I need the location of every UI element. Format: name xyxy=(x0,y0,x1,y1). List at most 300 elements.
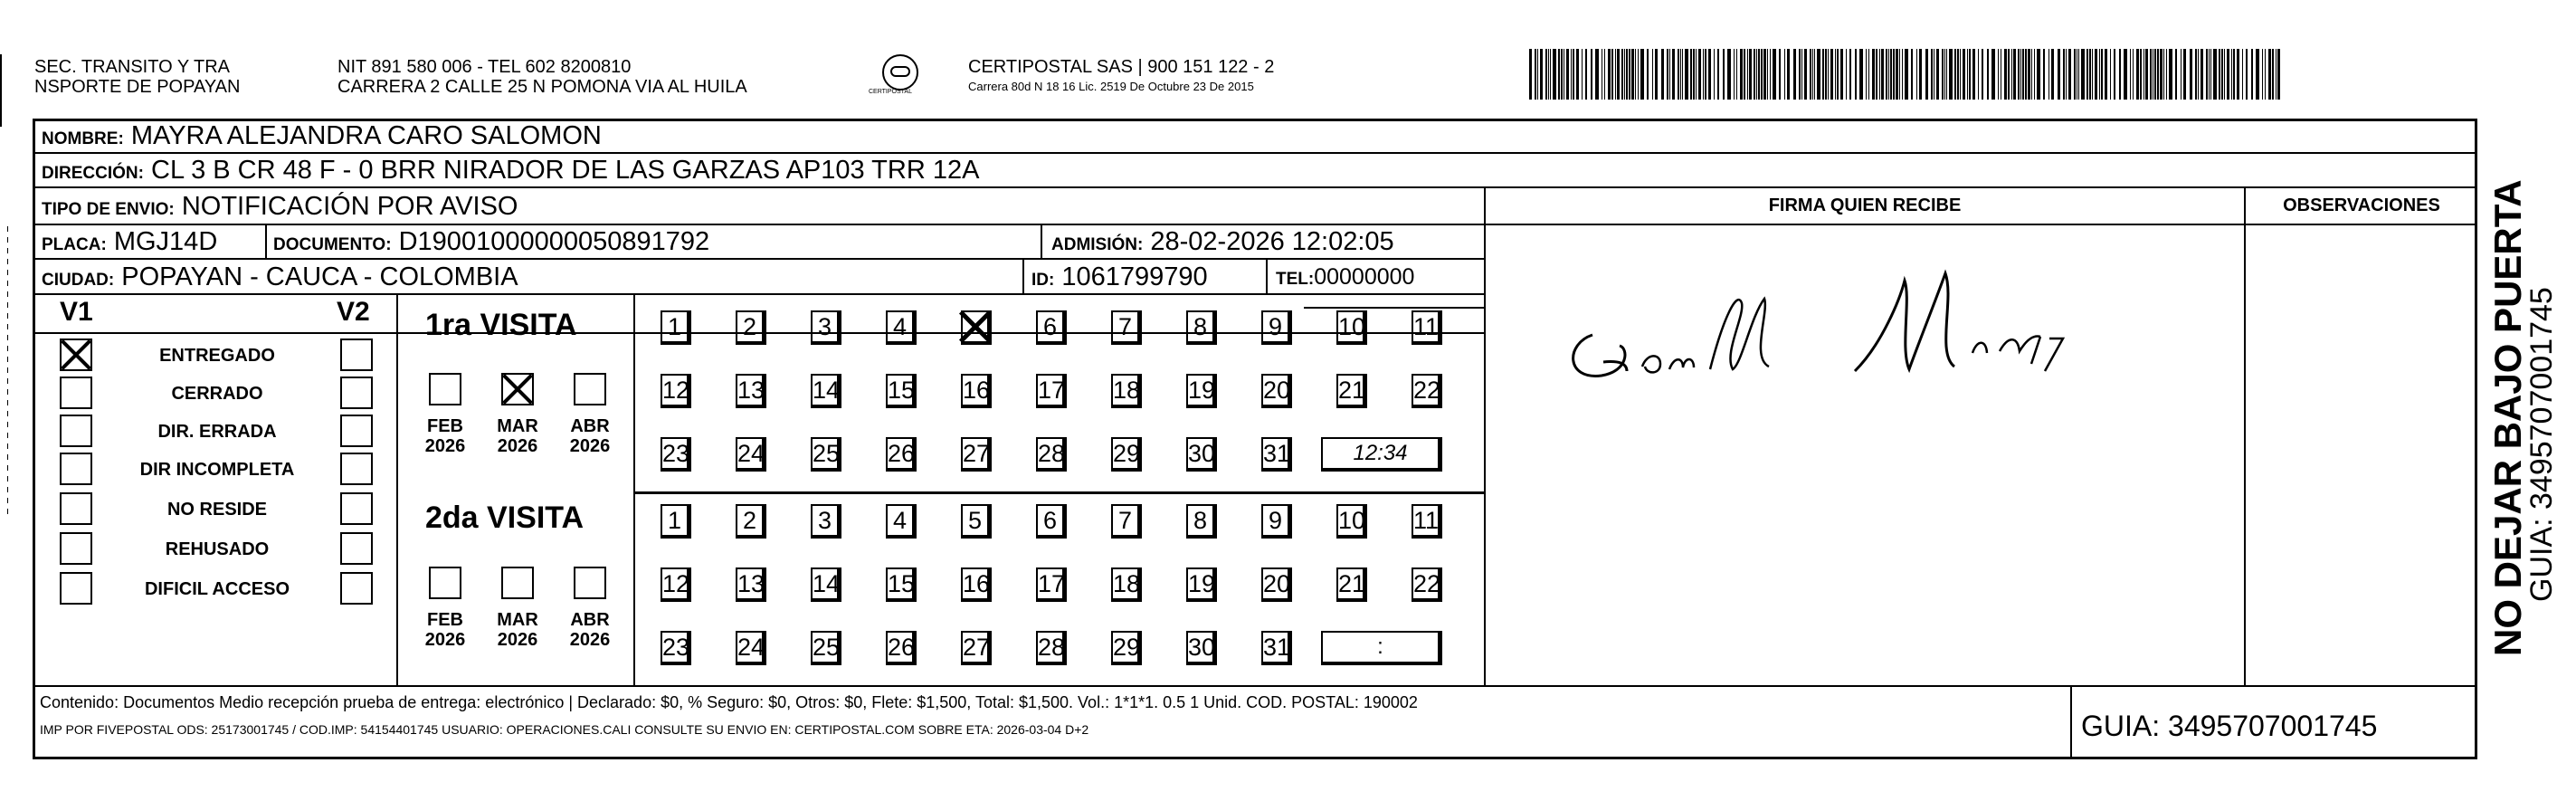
visit1-day-17[interactable]: 17 xyxy=(1036,374,1067,408)
visit1-day-19[interactable]: 19 xyxy=(1186,374,1217,408)
barcode-bar xyxy=(2043,49,2045,100)
tipo-value: NOTIFICACIÓN POR AVISO xyxy=(181,192,518,221)
placa-label: PLACA: xyxy=(42,235,107,254)
barcode-bar xyxy=(1669,49,1670,100)
v1-checkbox[interactable] xyxy=(60,532,92,565)
v1-checkbox[interactable] xyxy=(60,377,92,409)
ciudad-field xyxy=(42,262,518,295)
barcode-bar xyxy=(1931,49,1933,100)
barcode-bar xyxy=(1558,49,1560,100)
visit1-month-checkbox-mar[interactable] xyxy=(501,373,534,405)
documento-label: DOCUMENTO: xyxy=(273,235,392,254)
status-label: DIR. ERRADA xyxy=(157,422,277,442)
v2-checkbox[interactable] xyxy=(340,492,373,525)
v2-checkbox[interactable] xyxy=(340,453,373,485)
visit2-day-16[interactable]: 16 xyxy=(961,567,992,602)
tel-label: TEL: xyxy=(1276,270,1315,289)
barcode-bar xyxy=(1595,49,1599,100)
barcode-bar xyxy=(1893,49,1895,100)
visit2-day-10[interactable]: 10 xyxy=(1336,504,1367,539)
barcode-bar xyxy=(1828,49,1829,100)
barcode-bar xyxy=(1982,49,1983,100)
barcode-bar xyxy=(1736,49,1737,100)
barcode-bar xyxy=(1963,49,1965,100)
visit2-day-20[interactable]: 20 xyxy=(1261,567,1292,602)
barcode-bar xyxy=(1537,49,1538,100)
barcode-bar xyxy=(1849,49,1851,100)
visit2-day-17[interactable]: 17 xyxy=(1036,567,1067,602)
barcode-bar xyxy=(1680,49,1681,100)
id-value: 1061799790 xyxy=(1061,262,1208,291)
barcode-bar xyxy=(2051,49,2054,100)
visit1-day-12[interactable]: 12 xyxy=(661,374,691,408)
barcode-bar xyxy=(1678,49,1679,100)
barcode-bar xyxy=(1998,49,1999,100)
visit2-day-14[interactable]: 14 xyxy=(811,567,841,602)
barcode-bar xyxy=(2206,49,2208,100)
barcode-bar xyxy=(1638,49,1639,100)
visit2-day-23[interactable]: 23 xyxy=(661,631,691,665)
barcode-bar xyxy=(2227,49,2229,100)
barcode-bar xyxy=(2034,49,2035,100)
visit1-day-26[interactable]: 26 xyxy=(886,437,917,472)
visit1-day-31[interactable]: 31 xyxy=(1261,437,1292,472)
barcode-bar xyxy=(2078,49,2079,100)
barcode-bar xyxy=(1672,49,1675,100)
visit2-day-30[interactable]: 30 xyxy=(1186,631,1217,665)
barcode-bar xyxy=(1896,49,1898,100)
barcode-bar xyxy=(1690,49,1692,100)
company-name: CERTIPOSTAL SAS | 900 151 122 - 2 xyxy=(968,57,1275,77)
visit1-day-7[interactable]: 7 xyxy=(1111,310,1142,345)
status-label: ENTREGADO xyxy=(159,346,275,366)
visit1-day-3[interactable]: 3 xyxy=(811,310,841,345)
barcode-bar xyxy=(2163,49,2164,100)
side-guia: GUIA: 3495707001745 xyxy=(2524,287,2559,602)
barcode-bar xyxy=(2099,49,2100,100)
v2-checkbox[interactable] xyxy=(340,415,373,447)
visit1-day-23[interactable]: 23 xyxy=(661,437,691,472)
barcode-bar xyxy=(2256,49,2259,100)
barcode-bar xyxy=(2124,49,2127,100)
barcode-bar xyxy=(1899,49,1900,100)
admision-field xyxy=(1051,227,1394,260)
admision-label: ADMISIÓN: xyxy=(1051,235,1144,254)
barcode-bar xyxy=(1573,49,1574,100)
barcode-bar xyxy=(2114,49,2115,100)
barcode-bar xyxy=(1576,49,1579,100)
barcode-bar xyxy=(1655,49,1658,100)
visit1-day-24[interactable]: 24 xyxy=(736,437,766,472)
barcode-bar xyxy=(1604,49,1605,100)
barcode-bar xyxy=(1631,49,1634,100)
barcode-bar xyxy=(1868,49,1869,100)
visit1-day-30[interactable]: 30 xyxy=(1186,437,1217,472)
visit2-title: 2da VISITA xyxy=(425,501,585,535)
barcode-bar xyxy=(1545,49,1547,100)
barcode-bar xyxy=(1784,49,1785,100)
barcode-bar xyxy=(1886,49,1887,100)
placa-field xyxy=(42,227,217,260)
barcode-bar xyxy=(1747,49,1748,100)
barcode-bar xyxy=(1708,49,1711,100)
barcode-bar xyxy=(2166,49,2167,100)
barcode-bar xyxy=(1635,49,1636,100)
barcode-bar xyxy=(1591,49,1592,100)
visit1-day-6[interactable]: 6 xyxy=(1036,310,1067,345)
barcode-bar xyxy=(1987,49,1989,100)
visit1-day-27[interactable]: 27 xyxy=(961,437,992,472)
barcode-bar xyxy=(2081,49,2085,100)
barcode-bar xyxy=(1667,49,1668,100)
barcode-bar xyxy=(1685,49,1688,100)
visit2-day-4[interactable]: 4 xyxy=(886,504,917,539)
visit1-day-14[interactable]: 14 xyxy=(811,374,841,408)
month-name: FEB xyxy=(427,416,463,436)
barcode-bar xyxy=(2086,49,2088,100)
v2-checkbox[interactable] xyxy=(340,339,373,371)
visit2-day-15[interactable]: 15 xyxy=(886,567,917,602)
certipostal-logo-icon xyxy=(882,54,918,91)
barcode-bar xyxy=(2011,49,2012,100)
status-label: DIFICIL ACCESO xyxy=(144,579,290,599)
visit2-day-31[interactable]: 31 xyxy=(1261,631,1292,665)
visit2-day-24[interactable]: 24 xyxy=(736,631,766,665)
visit1-day-20[interactable]: 20 xyxy=(1261,374,1292,408)
visit1-day-1[interactable]: 1 xyxy=(661,310,691,345)
visit2-day-12[interactable]: 12 xyxy=(661,567,691,602)
visit1-day-16[interactable]: 16 xyxy=(961,374,992,408)
barcode-bar xyxy=(1749,49,1752,100)
status-label: REHUSADO xyxy=(165,539,270,559)
visit2-day-1[interactable]: 1 xyxy=(661,504,691,539)
barcode-bar xyxy=(1830,49,1833,100)
visit1-day-5[interactable] xyxy=(961,310,992,345)
no-dejar-bajo-puerta: NO DEJAR BAJO PUERTA xyxy=(2486,179,2529,656)
nombre-value: MAYRA ALEJANDRA CARO SALOMON xyxy=(130,121,602,150)
barcode-bar xyxy=(1640,49,1644,100)
visit1-day-28[interactable]: 28 xyxy=(1036,437,1067,472)
barcode-bar xyxy=(2231,49,2232,100)
visit2-day-19[interactable]: 19 xyxy=(1186,567,1217,602)
barcode-bar xyxy=(2095,49,2097,100)
barcode-bar xyxy=(2004,49,2007,100)
visit2-day-22[interactable]: 22 xyxy=(1412,567,1442,602)
v1-checkbox[interactable] xyxy=(60,415,92,447)
barcode-bar xyxy=(2048,49,2049,100)
barcode-bar xyxy=(1585,49,1587,100)
month-name: FEB xyxy=(427,610,463,630)
barcode-bar xyxy=(1972,49,1975,100)
month-year: 2026 xyxy=(569,436,611,456)
logo-text: CERTIPOSTAL xyxy=(869,89,912,95)
barcode-bar xyxy=(1540,49,1543,100)
barcode-bar xyxy=(1529,49,1532,100)
admision-value: 28-02-2026 12:02:05 xyxy=(1150,227,1394,256)
barcode-bar xyxy=(1872,49,1875,100)
ciudad-label: CIUDAD: xyxy=(42,271,115,290)
barcode-bar xyxy=(1615,49,1616,100)
barcode-bar xyxy=(2136,49,2139,100)
visit1-day-4[interactable]: 4 xyxy=(886,310,917,345)
id-label: ID: xyxy=(1031,271,1055,290)
nombre-row xyxy=(42,121,602,154)
documento-field xyxy=(273,227,709,260)
barcode-bar xyxy=(2089,49,2091,100)
barcode-bar xyxy=(2210,49,2211,100)
barcode-bar xyxy=(1846,49,1847,100)
barcode-bar xyxy=(1859,49,1863,100)
barcode-bar xyxy=(2233,49,2235,100)
barcode-bar xyxy=(2221,49,2223,100)
visit2-day-2[interactable]: 2 xyxy=(736,504,766,539)
status-label: CERRADO xyxy=(171,384,263,404)
visit2-day-26[interactable]: 26 xyxy=(886,631,917,665)
barcode-bar xyxy=(1535,49,1536,100)
month-year: 2026 xyxy=(497,436,538,456)
visit2-month-label xyxy=(416,610,474,650)
visit1-month-checkbox-feb[interactable] xyxy=(429,373,461,405)
barcode-bar xyxy=(1561,49,1563,100)
barcode-bar xyxy=(1812,49,1813,100)
barcode-bar xyxy=(1550,49,1551,100)
barcode-bar xyxy=(1942,49,1944,100)
barcode-bar xyxy=(2130,49,2131,100)
v1-checkbox[interactable] xyxy=(60,492,92,525)
barcode-bar xyxy=(2066,49,2067,100)
firma-quien-recibe-label: FIRMA QUIEN RECIBE xyxy=(1768,195,1962,215)
v2-checkbox[interactable] xyxy=(340,572,373,605)
barcode-bar xyxy=(1799,49,1801,100)
barcode-bar xyxy=(2068,49,2071,100)
barcode-bar xyxy=(1626,49,1628,100)
barcode-bar xyxy=(1714,49,1715,100)
barcode-bar xyxy=(2277,49,2280,100)
direccion-label: DIRECCIÓN: xyxy=(42,164,144,183)
barcode-bar xyxy=(1810,49,1811,100)
visit2-day-3[interactable]: 3 xyxy=(811,504,841,539)
barcode-bar xyxy=(2246,49,2248,100)
barcode-bar xyxy=(2020,49,2021,100)
barcode-bar xyxy=(1763,49,1766,100)
visit2-month-checkbox-abr[interactable] xyxy=(574,567,606,599)
tipo-row xyxy=(42,192,518,224)
visit2-day-28[interactable]: 28 xyxy=(1036,631,1067,665)
barcode-bar xyxy=(2195,49,2197,100)
visit1-day-8[interactable]: 8 xyxy=(1186,310,1217,345)
v1-checkbox[interactable] xyxy=(60,453,92,485)
barcode-bar xyxy=(2105,49,2107,100)
visit1-day-13[interactable]: 13 xyxy=(736,374,766,408)
barcode-bar xyxy=(1548,49,1549,100)
visit1-month-label xyxy=(561,416,619,456)
barcode-bar xyxy=(1876,49,1877,100)
visit1-day-21[interactable]: 21 xyxy=(1336,374,1367,408)
status-label: DIR INCOMPLETA xyxy=(139,460,295,480)
month-year: 2026 xyxy=(424,436,466,456)
left-margin-dash xyxy=(7,226,8,516)
visit1-month-checkbox-abr[interactable] xyxy=(574,373,606,405)
barcode-bar xyxy=(2013,49,2016,100)
barcode-bar xyxy=(2219,49,2220,100)
barcode-bar xyxy=(2198,49,2199,100)
barcode-bar xyxy=(1969,49,1971,100)
visit1-day-22[interactable]: 22 xyxy=(1412,374,1442,408)
barcode-bar xyxy=(1661,49,1664,100)
company-address: Carrera 80d N 18 16 Lic. 2519 De Octubre 23 De 2015 xyxy=(968,80,1254,93)
barcode-bar xyxy=(1881,49,1884,100)
barcode-bar xyxy=(1837,49,1839,100)
barcode-bar xyxy=(1946,49,1947,100)
visit2-day-29[interactable]: 29 xyxy=(1111,631,1142,665)
visit2-day-7[interactable]: 7 xyxy=(1111,504,1142,539)
barcode-bar xyxy=(1624,49,1625,100)
barcode-bar xyxy=(2276,49,2277,100)
month-year: 2026 xyxy=(497,630,538,650)
month-name: ABR xyxy=(570,610,610,630)
v2-label: V2 xyxy=(337,297,370,327)
barcode-bar xyxy=(1991,49,1995,100)
visit1-day-9[interactable]: 9 xyxy=(1261,310,1292,345)
visit1-day-11[interactable]: 11 xyxy=(1412,310,1442,345)
tel-value: 00000000 xyxy=(1314,264,1415,290)
barcode-bar xyxy=(2145,49,2148,100)
sender-name-line2: NSPORTE DE POPAYAN xyxy=(34,77,241,97)
tel-field xyxy=(1276,262,1414,294)
barcode-bar xyxy=(1916,49,1917,100)
barcode-bar xyxy=(2169,49,2172,100)
barcode-bar xyxy=(1960,49,1961,100)
visit2-day-27[interactable]: 27 xyxy=(961,631,992,665)
barcode-bar xyxy=(1835,49,1836,100)
visit2-day-21[interactable]: 21 xyxy=(1336,567,1367,602)
barcode-bar xyxy=(2143,49,2144,100)
barcode-bar xyxy=(1682,49,1683,100)
visit1-day-10[interactable]: 10 xyxy=(1336,310,1367,345)
barcode-bar xyxy=(1866,49,1867,100)
visit2-time-box[interactable]: : xyxy=(1321,631,1442,665)
visit1-month-label xyxy=(489,416,547,456)
observaciones-label: OBSERVACIONES xyxy=(2283,195,2440,215)
barcode-bar xyxy=(1727,49,1731,100)
barcode-bar xyxy=(2209,49,2210,100)
barcode xyxy=(1529,49,2280,100)
visit1-time-box[interactable]: 12:34 xyxy=(1321,437,1442,472)
visit1-day-15[interactable]: 15 xyxy=(886,374,917,408)
barcode-bar xyxy=(1855,49,1857,100)
barcode-bar xyxy=(2031,49,2032,100)
visit2-day-5[interactable]: 5 xyxy=(961,504,992,539)
barcode-bar xyxy=(1571,49,1572,100)
visit1-day-29[interactable]: 29 xyxy=(1111,437,1142,472)
visit2-month-checkbox-feb[interactable] xyxy=(429,567,461,599)
v1-checkbox[interactable] xyxy=(60,339,92,371)
barcode-bar xyxy=(1696,49,1697,100)
visit1-day-25[interactable]: 25 xyxy=(811,437,841,472)
visit2-day-11[interactable]: 11 xyxy=(1412,504,1442,539)
visit2-month-label xyxy=(489,610,547,650)
barcode-bar xyxy=(2150,49,2152,100)
barcode-bar xyxy=(2008,49,2010,100)
barcode-bar xyxy=(2190,49,2192,100)
visit1-month-label xyxy=(416,416,474,456)
barcode-bar xyxy=(1629,49,1630,100)
barcode-bar xyxy=(2110,49,2111,100)
barcode-bar xyxy=(2018,49,2020,100)
barcode-bar xyxy=(2224,49,2225,100)
visit2-month-checkbox-mar[interactable] xyxy=(501,567,534,599)
barcode-bar xyxy=(1744,49,1745,100)
barcode-bar xyxy=(1756,49,1757,100)
month-year: 2026 xyxy=(569,630,611,650)
v1-label: V1 xyxy=(60,297,93,327)
visit2-month-label xyxy=(561,610,619,650)
visit2-day-13[interactable]: 13 xyxy=(736,567,766,602)
visit1-day-18[interactable]: 18 xyxy=(1111,374,1142,408)
v2-checkbox[interactable] xyxy=(340,532,373,565)
v1-checkbox[interactable] xyxy=(60,572,92,605)
visit1-day-2[interactable]: 2 xyxy=(736,310,766,345)
visit1-title: 1ra VISITA xyxy=(425,308,577,342)
barcode-bar xyxy=(1779,49,1781,100)
barcode-bar xyxy=(1758,49,1760,100)
barcode-bar xyxy=(2181,49,2182,100)
barcode-bar xyxy=(1925,49,1928,100)
id-field xyxy=(1031,262,1208,295)
barcode-bar xyxy=(2265,49,2266,100)
barcode-bar xyxy=(2213,49,2217,100)
barcode-bar xyxy=(1608,49,1611,100)
barcode-bar xyxy=(1611,49,1613,100)
barcode-bar xyxy=(1754,49,1755,100)
barcode-bar xyxy=(2028,49,2030,100)
visit2-day-18[interactable]: 18 xyxy=(1111,567,1142,602)
barcode-bar xyxy=(1566,49,1569,100)
month-name: ABR xyxy=(570,416,610,436)
barcode-bar xyxy=(2092,49,2093,100)
footer-print-line: IMP POR FIVEPOSTAL ODS: 25173001745 / COD.IMP: 54154401745 USUARIO: OPERACIONES.CALI CONSULTE SU ENVIO EN: CERTIPOSTAL.COM SOBRE ETA: 2026-03-04 D+2 xyxy=(40,722,1089,737)
barcode-bar xyxy=(2237,49,2239,100)
visit2-day-9[interactable]: 9 xyxy=(1261,504,1292,539)
barcode-bar xyxy=(1767,49,1768,100)
barcode-bar xyxy=(1905,49,1908,100)
barcode-bar xyxy=(2183,49,2186,100)
barcode-bar xyxy=(1814,49,1815,100)
barcode-bar xyxy=(1717,49,1719,100)
barcode-bar xyxy=(2074,49,2076,100)
barcode-bar xyxy=(1553,49,1556,100)
barcode-bar xyxy=(1773,49,1776,100)
barcode-bar xyxy=(1879,49,1880,100)
visit2-day-6[interactable]: 6 xyxy=(1036,504,1067,539)
documento-value: D19001000000050891792 xyxy=(398,227,710,256)
barcode-bar xyxy=(2157,49,2159,100)
barcode-bar xyxy=(2272,49,2274,100)
sender-nit: NIT 891 580 006 - TEL 602 8200810 xyxy=(337,57,632,77)
footer-guia: GUIA: 3495707001745 xyxy=(2081,710,2378,742)
barcode-bar xyxy=(1840,49,1843,100)
v2-checkbox[interactable] xyxy=(340,377,373,409)
placa-value: MGJ14D xyxy=(113,227,218,256)
visit2-day-8[interactable]: 8 xyxy=(1186,504,1217,539)
visit2-day-25[interactable]: 25 xyxy=(811,631,841,665)
barcode-bar xyxy=(2058,49,2060,100)
barcode-bar xyxy=(2268,49,2271,100)
barcode-bar xyxy=(1822,49,1824,100)
status-label: NO RESIDE xyxy=(166,500,268,520)
sender-name-line1: SEC. TRANSITO Y TRA xyxy=(34,57,230,77)
barcode-bar xyxy=(2160,49,2163,100)
